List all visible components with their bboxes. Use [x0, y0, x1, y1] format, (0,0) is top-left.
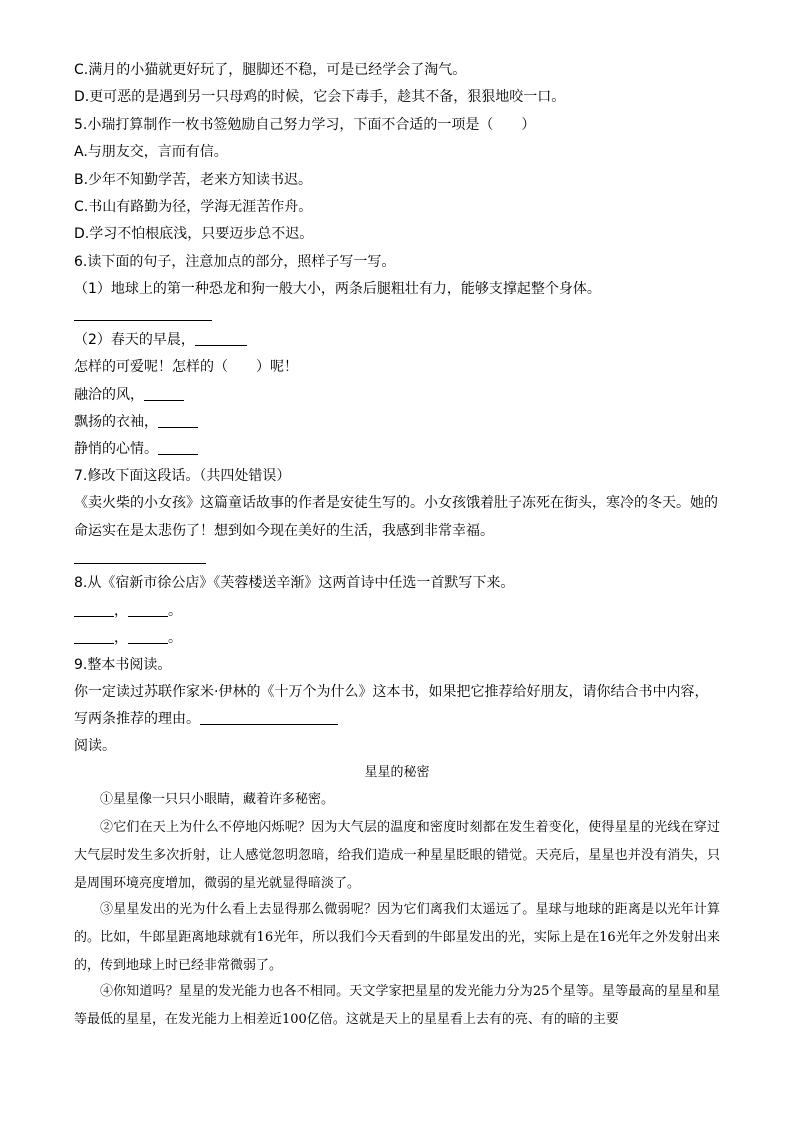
question-5-option-d: D.学习不怕根底浅，只要迈步总不迟。 — [74, 226, 314, 242]
question-6-phrase-2-text: 飘扬的衣袖， — [74, 414, 158, 430]
question-9-text-line-2-text: 写两条推荐的理由。 — [74, 711, 200, 727]
passage-paragraph-4: ④你知道吗？星星的发光能力也各不相同。天文学家把星星的发光能力分为25个星等。星等最高的星星和星等最低的星星，在发光能力上相差近100亿倍。这就是天上的星星看上去有的亮、有的暗的主要 — [74, 984, 720, 1027]
passage-paragraph-2: ②它们在天上为什么不停地闪烁呢？因为大气层的温度和密度时刻都在发生着变化，使得星星的光线在穿过大气层时发生多次折射，让人感觉忽明忽暗，给我们造成一种星星眨眼的错觉。天亮后，星星也并没有消失，只是周围环境亮度增加，微弱的星光就显得暗淡了。 — [74, 820, 720, 891]
period: 。 — [168, 603, 182, 619]
question-6-phrase-3-text: 静悄的心情。 — [74, 441, 158, 457]
question-7-text-line-1: 《卖火柴的小女孩》这篇童话故事的作者是安徒生写的。小女孩饿着肚子冻死在街头，寒冷的冬天。她的 — [74, 495, 718, 511]
passage-title: 星星的秘密 — [364, 765, 430, 780]
question-6-sentence-2b: 怎样的可爱呢！怎样的（ ）呢！ — [74, 359, 298, 375]
question-5-option-b: B.少年不知勤学苦，老来方知读书迟。 — [74, 172, 313, 188]
answer-blank — [200, 710, 338, 725]
question-9-text-line-2 — [74, 710, 338, 728]
comma: ， — [114, 603, 128, 619]
question-7-text-line-2: 命运实在是太悲伤了！想到如今现在美好的生活，我感到非常幸福。 — [74, 523, 494, 539]
question-8-answer-row-1 — [74, 602, 182, 620]
answer-blank — [128, 629, 168, 644]
reading-label: 阅读。 — [74, 738, 116, 754]
passage-paragraph-1: ①星星像一只只小眼睛，藏着许多秘密。 — [100, 792, 335, 807]
answer-blank — [74, 629, 114, 644]
comma: ， — [114, 630, 128, 646]
question-6-phrase-1-text: 融洽的风， — [74, 387, 144, 403]
answer-blank — [158, 413, 198, 428]
answer-line-6-1 — [74, 320, 212, 321]
question-8: 8.从《宿新市徐公店》《芙蓉楼送辛渐》这两首诗中任选一首默写下来。 — [74, 575, 515, 591]
question-8-answer-row-2 — [74, 629, 182, 647]
answer-blank — [74, 602, 114, 617]
answer-blank — [158, 440, 198, 455]
question-6: 6.读下面的句子，注意加点的部分，照样子写一写。 — [74, 254, 396, 270]
question-9-text-line-1: 你一定读过苏联作家米·伊林的《十万个为什么》这本书，如果把它推荐给好朋友，请你结合书中内容， — [74, 684, 709, 700]
passage-paragraph-3: ③星星发出的光为什么看上去显得那么微弱呢？因为它们离我们太遥远了。星球与地球的距离是以光年计算的。比如，牛郎星距离地球就有16光年，所以我们今天看到的牛郎星发出的光，实际上是在16光年之外发射出来的，传到地球上时已经非常微弱了。 — [74, 902, 720, 973]
question-9: 9.整本书阅读。 — [74, 657, 172, 673]
answer-blank — [128, 602, 168, 617]
question-6-sentence-2 — [74, 331, 247, 349]
answer-blank — [195, 331, 247, 346]
question-6-phrase-1 — [74, 386, 184, 404]
answer-blank — [144, 386, 184, 401]
question-6-sentence-1: （1）地球上的第一种恐龙和狗一般大小，两条后腿粗壮有力，能够支撑起整个身体。 — [74, 281, 601, 297]
question-6-phrase-2 — [74, 413, 198, 431]
question-5: 5.小瑞打算制作一枚书签勉励自己努力学习，下面不合适的一项是（ ） — [74, 117, 536, 133]
question-5-option-a: A.与朋友交，言而有信。 — [74, 144, 228, 160]
answer-line-7 — [74, 563, 206, 564]
period: 。 — [168, 630, 182, 646]
question-option-c: C.满月的小猫就更好玩了，腿脚还不稳，可是已经学会了淘气。 — [74, 62, 467, 78]
question-7: 7.修改下面这段话。（共四处错误） — [74, 468, 291, 484]
question-option-d: D.更可恶的是遇到另一只母鸡的时候，它会下毒手，趁其不备，狠狠地咬一口。 — [74, 89, 566, 105]
question-6-phrase-3 — [74, 440, 198, 458]
question-5-option-c: C.书山有路勤为径，学海无涯苦作舟。 — [74, 199, 313, 215]
question-6-sentence-2-text: （2）春天的早晨， — [74, 332, 195, 348]
